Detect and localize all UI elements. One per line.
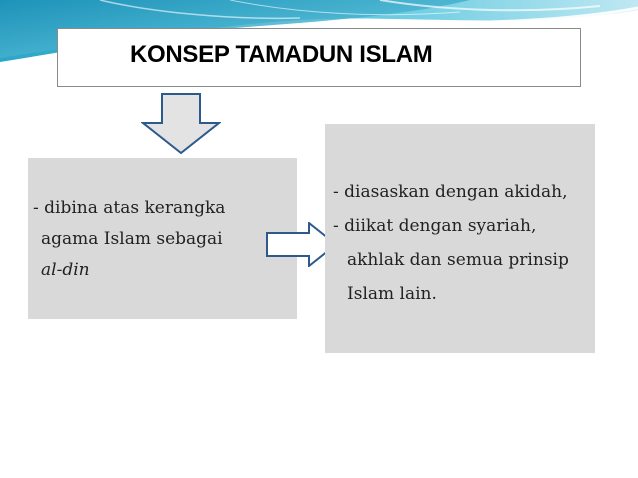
left-line-3: al-din bbox=[41, 260, 90, 280]
page-title: KONSEP TAMADUN ISLAM bbox=[130, 41, 433, 68]
left-line-2: agama Islam sebagai bbox=[41, 229, 223, 249]
left-line-1: - dibina atas kerangka bbox=[33, 198, 226, 218]
down-arrow-icon bbox=[141, 93, 221, 155]
right-line-4: Islam lain. bbox=[347, 284, 437, 304]
right-line-2: - diikat dengan syariah, bbox=[333, 216, 537, 236]
right-content-box bbox=[325, 124, 595, 353]
right-line-1: - diasaskan dengan akidah, bbox=[333, 182, 568, 202]
title-box bbox=[57, 28, 581, 87]
right-line-3: akhlak dan semua prinsip bbox=[347, 250, 569, 270]
left-content-box bbox=[28, 158, 297, 319]
